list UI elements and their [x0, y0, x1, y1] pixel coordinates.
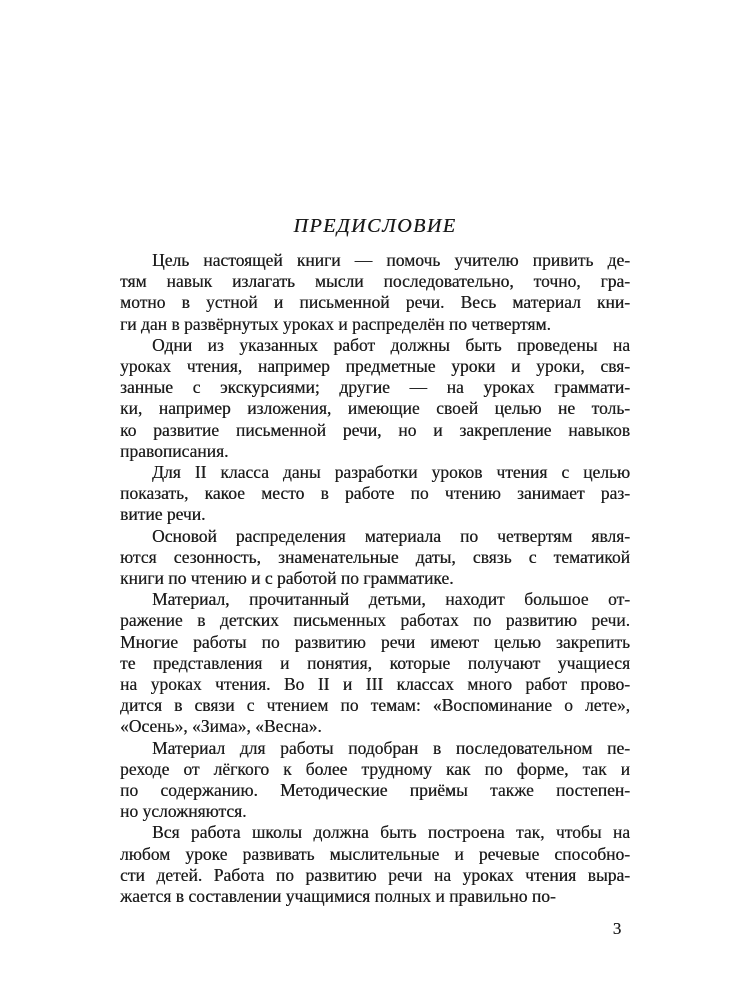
text-line: на уроках чтения. Во II и III классах много работ прово- [120, 674, 630, 695]
text-line: Вся работа школы должна быть построена так, чтобы на [152, 822, 630, 843]
text-line: жается в составлении учащимися полных и правильно по- [120, 886, 556, 907]
text-line: реходе от лёгкого к более трудному как по форме, так и [120, 758, 630, 779]
text-line: книги по чтению и с работой по грамматике. [120, 568, 454, 589]
text-line: занные с экскурсиями; другие — на уроках граммати- [120, 377, 630, 398]
text-line: сти детей. Работа по развитию речи на уроках чтения выра- [120, 864, 630, 885]
text-line: Основой распределения материала по четвертям явля- [152, 525, 630, 546]
text-line: но усложняются. [120, 801, 247, 822]
text-line: любом уроке развивать мыслительные и речевые способно- [120, 843, 630, 864]
text-line: дится в связи с чтением по темам: «Воспоминание о лете», [120, 695, 630, 716]
text-line: мотно в устной и письменной речи. Весь материал кни- [120, 292, 630, 313]
text-line: Для II класса даны разработки уроков чтения с целью [152, 462, 630, 483]
text-line: витие речи. [120, 504, 206, 525]
page-title: ПРЕДИСЛОВИЕ [293, 215, 457, 237]
text-line: тям навык излагать мысли последовательно, точно, гра- [120, 271, 630, 292]
text-line: уроках чтения, например предметные уроки и уроки, свя- [120, 356, 630, 377]
text-line: показать, какое место в работе по чтению занимает раз- [120, 483, 630, 504]
text-line: Многие работы по развитию речи имеют целью закрепить [120, 631, 630, 652]
preface-body [120, 250, 630, 907]
page-content [120, 214, 630, 907]
text-line: Материал, прочитанный детьми, находит большое от- [152, 589, 630, 610]
text-line: ги дан в развёрнутых уроках и распределён по четвертям. [120, 313, 551, 334]
text-line: правописания. [120, 440, 229, 461]
text-line: Одни из указанных работ должны быть проведены на [152, 334, 630, 355]
text-line: «Осень», «Зима», «Весна». [120, 716, 322, 737]
text-line: ражение в детских письменных работах по развитию речи. [120, 610, 630, 631]
text-line: ки, например изложения, имеющие своей целью не толь- [120, 398, 630, 419]
text-line: по содержанию. Методические приёмы также постепен- [120, 780, 630, 801]
text-line: те представления и понятия, которые получают учащиеся [120, 652, 630, 673]
page-number: 3 [612, 919, 622, 938]
text-line: Цель настоящей книги — помочь учителю привить де- [152, 250, 630, 270]
text-line: ются сезонность, знаменательные даты, связь с тематикой [120, 546, 630, 567]
text-line: ко развитие письменной речи, но и закрепление навыков [120, 419, 630, 440]
text-line: Материал для работы подобран в последовательном пе- [152, 737, 630, 758]
